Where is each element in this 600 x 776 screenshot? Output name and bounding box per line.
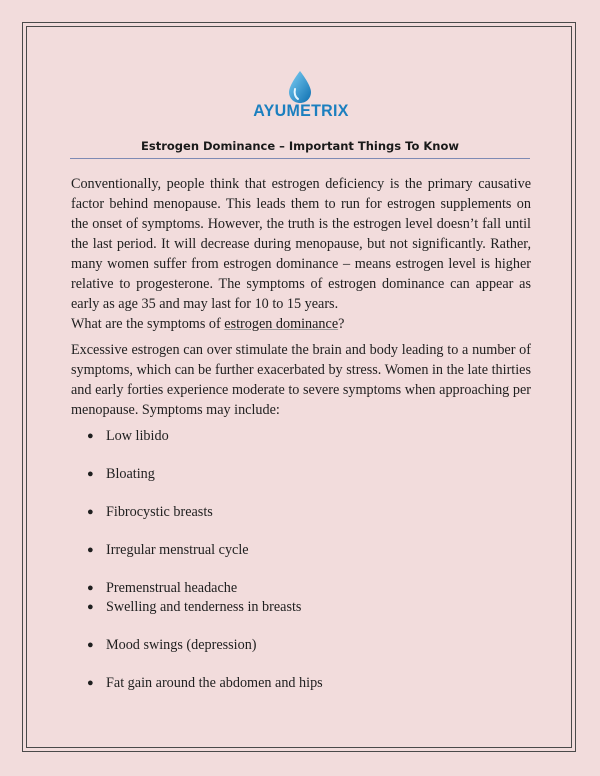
list-item: [87, 464, 467, 484]
bullet-icon: ●: [87, 582, 94, 594]
symptom-text: Mood swings (depression): [106, 637, 257, 653]
logo-brand-text: AYUMETRIX: [253, 102, 349, 121]
list-item: [87, 426, 467, 446]
symptom-text: Irregular menstrual cycle: [106, 542, 249, 558]
bullet-icon: ●: [87, 677, 94, 689]
logo: [245, 70, 357, 122]
list-item: [87, 597, 467, 617]
bullet-icon: ●: [87, 430, 94, 442]
bullet-icon: ●: [87, 544, 94, 556]
document-title: Estrogen Dominance – Important Things To Know: [141, 139, 459, 153]
symptom-text: Bloating: [106, 466, 155, 482]
symptoms-question: [71, 314, 531, 334]
explanation-paragraph: Excessive estrogen can over stimulate the brain and body leading to a number of symptoms, which can be further exacerbated by stress. Women in the late thirties and early forties experience moderate to severe symptoms when approaching per menopause. Symptoms may include:: [71, 342, 531, 418]
bullet-icon: ●: [87, 601, 94, 613]
symptom-text: Premenstrual headache: [106, 580, 238, 596]
list-item: [87, 673, 467, 693]
bullet-icon: ●: [87, 506, 94, 518]
symptom-text: Low libido: [106, 428, 169, 444]
symptom-text: Fibrocystic breasts: [106, 504, 213, 520]
list-item: [87, 502, 467, 522]
question-text: What are the symptoms of: [71, 316, 225, 332]
symptom-text: Fat gain around the abdomen and hips: [106, 675, 323, 691]
list-item: [87, 635, 467, 655]
water-drop-icon: [285, 70, 315, 104]
question-mark: ?: [338, 316, 345, 332]
intro-paragraph: Conventionally, people think that estrogen deficiency is the primary causative factor behind menopause. This leads them to run for estrogen supplements on the onset of symptoms. However, the truth is the estrogen level doesn’t fall until the last period. It will decrease during menopause, but not significantly. Rather, many women suffer from estrogen dominance – means estrogen level is higher relative to progesterone. The symptoms of estrogen dominance can appear as early as age 35 and may last for 10 to 15 years.: [71, 176, 531, 312]
bullet-icon: ●: [87, 639, 94, 651]
title-underline: [70, 158, 530, 159]
symptom-text: Swelling and tenderness in breasts: [106, 599, 302, 615]
bullet-icon: ●: [87, 468, 94, 480]
estrogen-dominance-link[interactable]: estrogen dominance: [224, 316, 339, 332]
list-item: [87, 540, 467, 560]
list-item: [87, 578, 467, 598]
